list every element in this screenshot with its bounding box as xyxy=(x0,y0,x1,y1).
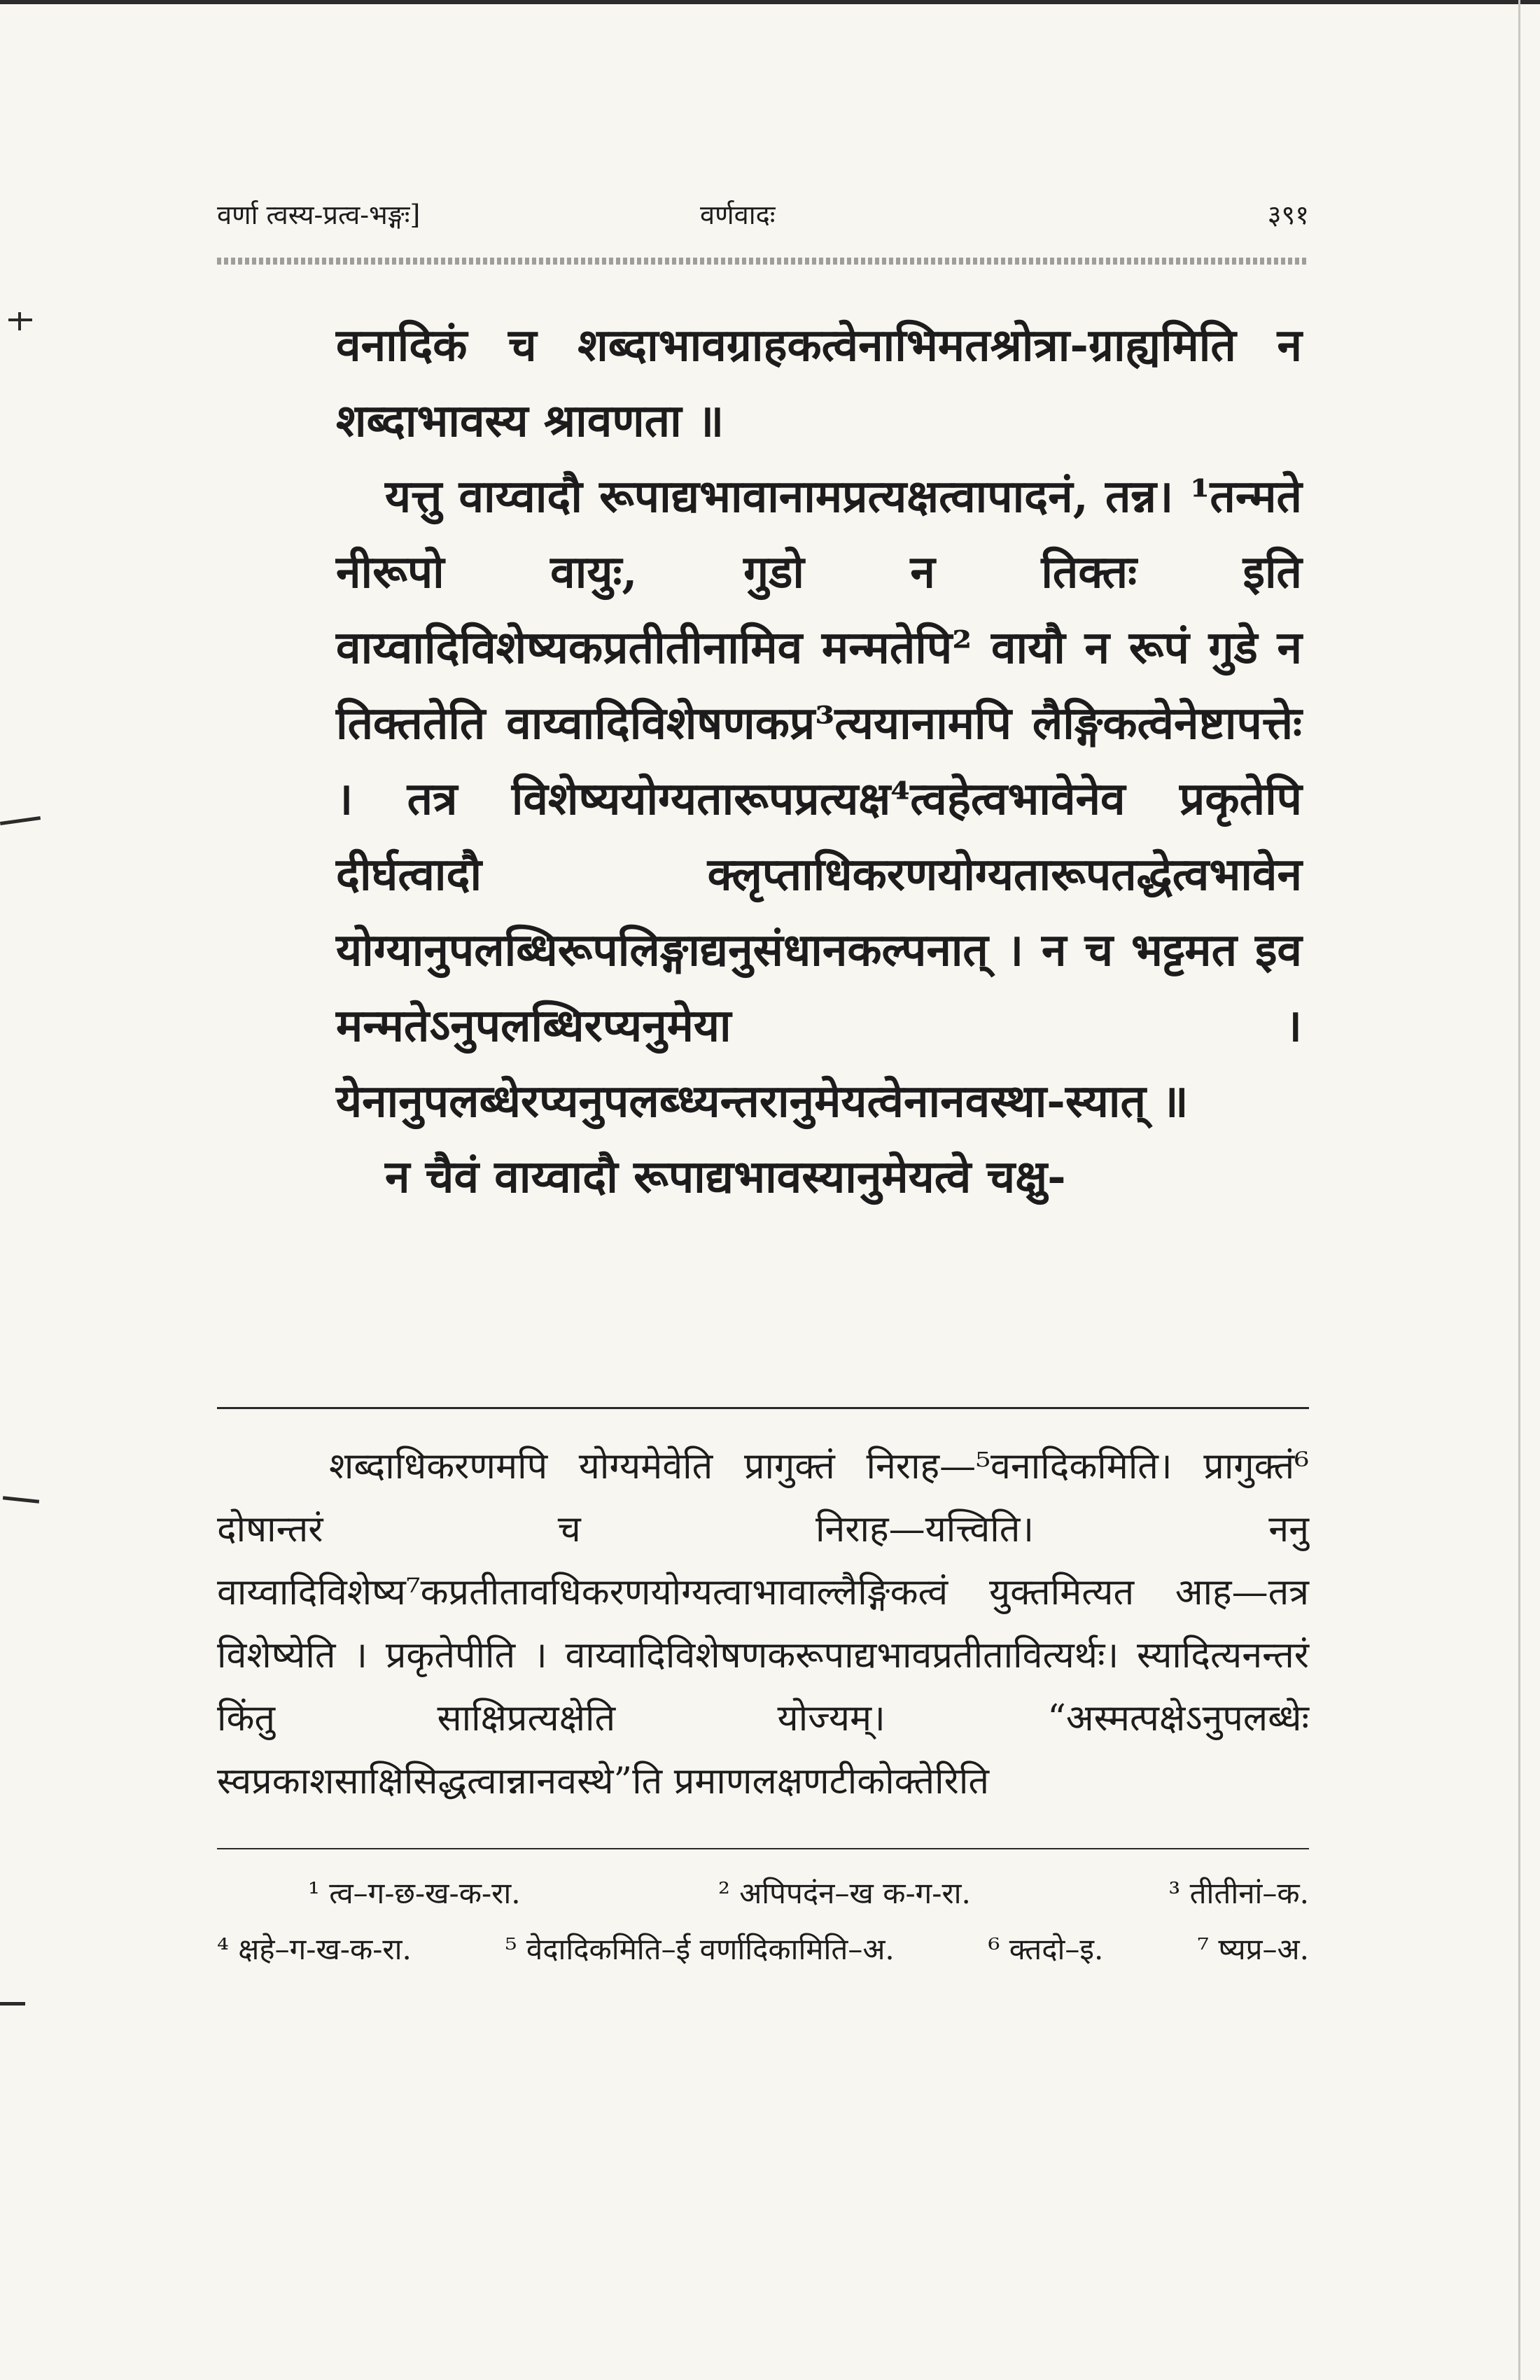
main-text xyxy=(336,308,1302,1215)
footnote: ³ तीतीनां–क. xyxy=(1168,1876,1309,1910)
margin-mark xyxy=(3,1496,39,1503)
main-paragraph: यत्तु वाय्वादौ रूपाद्यभावानामप्रत्यक्षत्वापादनं, तन्न। ¹तन्मते नीरूपो वायुः, गुडो न तिक्तः इति वाय्वादिविशेष्यकप्रतीतीनामिव मन्मतेपि² वायौ न रूपं गुडे न तिक्ततेति वाय्वादिविशेषणकप्र³त्ययानामपि लैङ्गिकत्वेनेष्टापत्तेः । तत्र विशेष्ययोग्यतारूपप्रत्यक्ष⁴त्वहेत्वभावेनेव प्रकृतेपि दीर्घत्वादौ क्लृप्ताधिकरणयोग्यतारूपतद्धेत्वभावेन योग्यानुपलब्धिरूपलिङ्गाद्यनुसंधानकल्पनात् । न च भट्टमत इव मन्मतेऽनुपलब्धिरप्यनुमेया । येनानुपलब्धेरप्यनुपलब्ध्यन्तरानुमेयत्वेनानवस्था-स्यात् ॥ xyxy=(336,470,1302,1128)
commentary xyxy=(217,1435,1309,1813)
footnote: ⁶ क्तदो–इ. xyxy=(988,1932,1104,1966)
margin-mark xyxy=(18,312,21,330)
header-wavy-rule xyxy=(217,258,1309,265)
commentary-paragraph: शब्दाधिकरणमपि योग्यमेवेति प्रागुक्तं निराह—⁵वनादिकमिति। प्रागुक्तं⁶ दोषान्तरं च निराह—यत्त्विति। ननु वाय्वादिविशेष्य⁷कप्रतीतावधिकरणयोग्यत्वाभावाल्लैङ्गिकत्वं युक्तमित्यत आह—तत्र विशेष्येति । प्रकृतेपीति । वाय्वादिविशेषणकरूपाद्यभावप्रतीतावित्यर्थः। स्यादित्यनन्तरं किंतु साक्षिप्रत्यक्षेति योज्यम्। “अस्मत्पक्षेऽनुपलब्धेः स्वप्रकाशसाक्षिसिद्धत्वान्नानवस्थे”ति प्रमाणलक्षणटीकोक्तेरिति xyxy=(217,1446,1309,1802)
footnote-divider xyxy=(217,1848,1309,1849)
page-right-edge xyxy=(1518,0,1520,2380)
footnote: ⁴ क्षहे–ग-ख-क-रा. xyxy=(217,1932,412,1966)
footnote: ¹ त्व–ग-छ-ख-क-रा. xyxy=(308,1876,521,1910)
header-section: वर्णा त्वस्य-प्रत्व-भङ्गः] xyxy=(217,200,421,230)
footnote: ⁷ ष्यप्र–अ. xyxy=(1197,1932,1309,1966)
running-header xyxy=(217,189,1309,238)
commentary-divider xyxy=(217,1407,1309,1409)
page-number: ३९१ xyxy=(1267,200,1309,230)
footnote-row xyxy=(217,1921,1309,1977)
footnote-row xyxy=(217,1865,1309,1921)
main-paragraph: न चैवं वाय्वादौ रूपाद्यभावस्यानुमेयत्वे चक्षु- xyxy=(385,1151,1066,1203)
main-paragraph: वनादिकं च शब्दाभावग्राहकत्वेनाभिमतश्रोत्रा-ग्राह्यमिति न शब्दाभावस्य श्रावणता ॥ xyxy=(336,319,1302,447)
footnote: ⁵ वेदादिकमिति–ई वर्णादिकामिति–अ. xyxy=(505,1932,895,1966)
page-top-edge xyxy=(0,0,1540,4)
footnote: ² अपिपदंन–ख क-ग-रा. xyxy=(718,1876,971,1910)
margin-mark xyxy=(0,816,41,825)
margin-mark xyxy=(0,2002,25,2005)
footnotes xyxy=(217,1865,1309,1977)
header-title: वर्णवादः xyxy=(700,200,776,230)
